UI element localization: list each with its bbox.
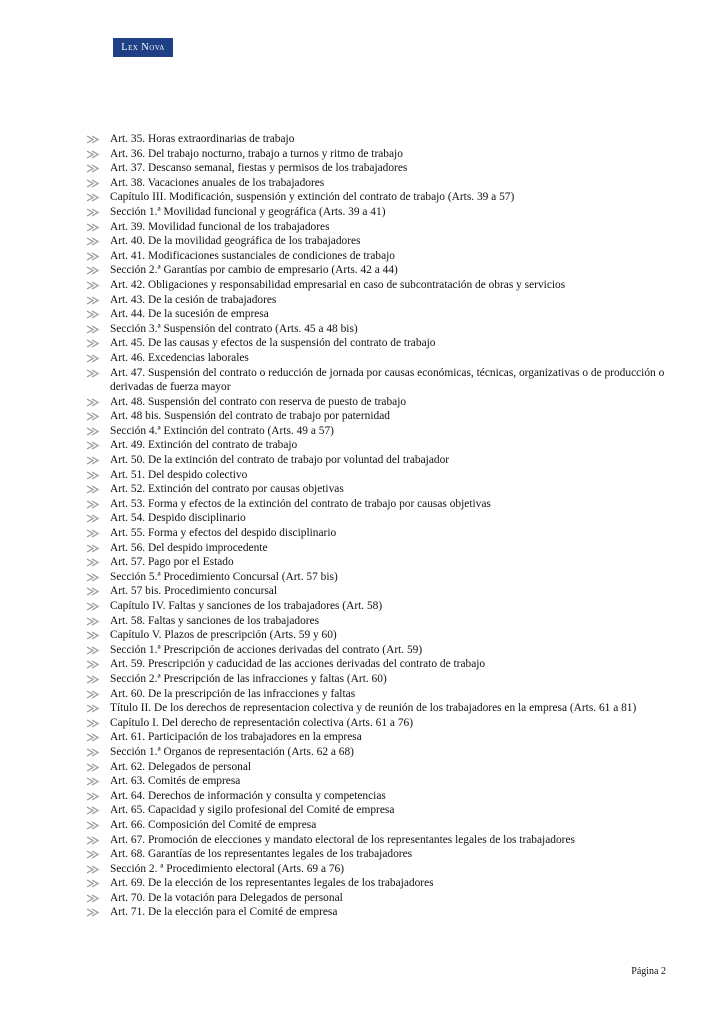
lex-nova-logo: [113, 38, 173, 57]
arrow-bullet-icon: [86, 821, 100, 830]
toc-link[interactable]: Sección 2. ª Procedimiento electoral (Arts. 69 a 76): [110, 862, 345, 875]
toc-link[interactable]: Capítulo IV. Faltas y sanciones de los trabajadores (Art. 58): [110, 600, 383, 612]
arrow-bullet-icon: [86, 441, 100, 450]
arrow-bullet-icon: [86, 339, 100, 348]
toc-link[interactable]: Sección 2.ª Prescripción de las infracciones y faltas (Art. 60): [110, 672, 387, 685]
toc-item[interactable]: [86, 468, 691, 483]
toc-item[interactable]: [86, 307, 691, 322]
toc-link[interactable]: Art. 45. De las causas y efectos de la suspensión del contrato de trabajo: [110, 337, 436, 350]
toc-item[interactable]: [86, 701, 691, 716]
toc-item[interactable]: [86, 249, 691, 264]
toc-link[interactable]: Art. 46. Excedencias laborales: [110, 351, 249, 364]
logo-text: Lex Nova: [121, 42, 165, 53]
toc-link[interactable]: Art. 36. Del trabajo nocturno, trabajo a turnos y ritmo de trabajo: [110, 147, 403, 160]
toc-link[interactable]: Art. 53. Forma y efectos de la extinción del contrato de trabajo por causas objetivas: [110, 497, 491, 510]
toc-item[interactable]: [86, 336, 691, 351]
toc-item[interactable]: [86, 205, 691, 220]
arrow-bullet-icon: [86, 806, 100, 815]
toc-item[interactable]: [86, 614, 691, 629]
arrow-bullet-icon: [86, 733, 100, 742]
arrow-bullet-icon: [86, 398, 100, 407]
toc-link[interactable]: Art. 62. Delegados de personal: [110, 760, 252, 773]
arrow-bullet-icon: [86, 617, 100, 626]
toc-item[interactable]: [86, 438, 691, 453]
arrow-bullet-icon: [86, 763, 100, 772]
arrow-bullet-icon: [86, 514, 100, 523]
arrow-bullet-icon: [86, 310, 100, 319]
toc-link[interactable]: Art. 57 bis. Procedimiento concursal: [110, 585, 278, 598]
arrow-bullet-icon: [86, 660, 100, 669]
arrow-bullet-icon: [86, 748, 100, 757]
toc-item[interactable]: [86, 293, 691, 308]
toc-item[interactable]: [86, 760, 691, 775]
toc-link[interactable]: Art. 63. Comités de empresa: [110, 775, 241, 788]
toc-item[interactable]: [86, 351, 691, 366]
arrow-bullet-icon: [86, 894, 100, 903]
arrow-bullet-icon: [86, 135, 100, 144]
arrow-bullet-icon: [86, 412, 100, 421]
toc-item[interactable]: [86, 584, 691, 599]
table-of-contents: [86, 132, 691, 920]
toc-item[interactable]: [86, 789, 691, 804]
arrow-bullet-icon: [86, 485, 100, 494]
toc-item[interactable]: [86, 322, 691, 337]
toc-link[interactable]: Art. 40. De la movilidad geográfica de los trabajadores: [110, 235, 361, 248]
arrow-bullet-icon: [86, 850, 100, 859]
arrow-bullet-icon: [86, 471, 100, 480]
toc-item[interactable]: [86, 745, 691, 760]
toc-link[interactable]: Capítulo III. Modificación, suspensión y extinción del contrato de trabajo (Arts. 39 a 57): [110, 191, 515, 204]
toc-link[interactable]: Sección 4.ª Extinción del contrato (Arts. 49 a 57): [110, 424, 334, 437]
toc-item[interactable]: [86, 803, 691, 818]
toc-item[interactable]: [86, 220, 691, 235]
toc-link[interactable]: Art. 71. De la elección para el Comité de empresa: [110, 906, 338, 919]
toc-item[interactable]: [86, 716, 691, 731]
toc-link[interactable]: Art. 57. Pago por el Estado: [110, 556, 234, 569]
arrow-bullet-icon: [86, 281, 100, 290]
toc-link[interactable]: Art. 65. Capacidad y sigilo profesional del Comité de empresa: [110, 804, 395, 817]
toc-item[interactable]: [86, 190, 691, 205]
toc-link[interactable]: Sección 1.ª Organos de representación (Arts. 62 a 68): [110, 745, 354, 758]
toc-link[interactable]: Art. 56. Del despido improcedente: [110, 541, 268, 554]
arrow-bullet-icon: [86, 719, 100, 728]
toc-link[interactable]: Art. 66. Composición del Comité de empresa: [110, 818, 317, 831]
toc-link[interactable]: Art. 38. Vacaciones anuales de los trabajadores: [110, 176, 325, 189]
toc-link[interactable]: Sección 1.ª Movilidad funcional y geográfica (Arts. 39 a 41): [110, 205, 386, 218]
toc-item[interactable]: [86, 482, 691, 497]
toc-link[interactable]: Art. 35. Horas extraordinarias de trabajo: [110, 133, 295, 145]
arrow-bullet-icon: [86, 369, 100, 378]
arrow-bullet-icon: [86, 690, 100, 699]
arrow-bullet-icon: [86, 675, 100, 684]
toc-item[interactable]: [86, 687, 691, 702]
arrow-bullet-icon: [86, 573, 100, 582]
toc-item[interactable]: [86, 132, 691, 147]
arrow-bullet-icon: [86, 587, 100, 596]
toc-item[interactable]: [86, 876, 691, 891]
arrow-bullet-icon: [86, 529, 100, 538]
toc-item[interactable]: [86, 599, 691, 614]
toc-link[interactable]: Art. 69. De la elección de los representantes legales de los trabajadores: [110, 877, 434, 890]
toc-item[interactable]: [86, 526, 691, 541]
arrow-bullet-icon: [86, 792, 100, 801]
toc-item[interactable]: [86, 366, 691, 395]
toc-link[interactable]: Art. 44. De la sucesión de empresa: [110, 308, 269, 321]
arrow-bullet-icon: [86, 646, 100, 655]
toc-item[interactable]: [86, 905, 691, 920]
toc-link[interactable]: Sección 5.ª Procedimiento Concursal (Art. 57 bis): [110, 570, 338, 583]
arrow-bullet-icon: [86, 325, 100, 334]
arrow-bullet-icon: [86, 266, 100, 275]
toc-item[interactable]: [86, 147, 691, 162]
arrow-bullet-icon: [86, 193, 100, 202]
arrow-bullet-icon: [86, 150, 100, 159]
arrow-bullet-icon: [86, 602, 100, 611]
arrow-bullet-icon: [86, 558, 100, 567]
toc-item[interactable]: [86, 891, 691, 906]
arrow-bullet-icon: [86, 354, 100, 363]
arrow-bullet-icon: [86, 777, 100, 786]
toc-item[interactable]: [86, 628, 691, 643]
arrow-bullet-icon: [86, 544, 100, 553]
arrow-bullet-icon: [86, 164, 100, 173]
arrow-bullet-icon: [86, 252, 100, 261]
toc-link[interactable]: Art. 39. Movilidad funcional de los trabajadores: [110, 220, 330, 233]
toc-link[interactable]: Art. 51. Del despido colectivo: [110, 468, 248, 481]
toc-item[interactable]: [86, 176, 691, 191]
toc-item[interactable]: [86, 862, 691, 877]
toc-link[interactable]: Art. 37. Descanso semanal, fiestas y permisos de los trabajadores: [110, 162, 408, 175]
toc-item[interactable]: [86, 818, 691, 833]
toc-link[interactable]: Sección 1.ª Prescripción de acciones derivadas del contrato (Art. 59): [110, 643, 423, 656]
arrow-bullet-icon: [86, 427, 100, 436]
toc-item[interactable]: [86, 657, 691, 672]
toc-item[interactable]: [86, 511, 691, 526]
toc-item[interactable]: [86, 497, 691, 512]
toc-link[interactable]: Sección 2.ª Garantías por cambio de empresario (Arts. 42 a 44): [110, 264, 398, 277]
toc-link[interactable]: Art. 70. De la votación para Delegados de personal: [110, 891, 343, 904]
toc-item[interactable]: [86, 541, 691, 556]
arrow-bullet-icon: [86, 223, 100, 232]
arrow-bullet-icon: [86, 500, 100, 509]
toc-link[interactable]: Art. 48. Suspensión del contrato con reserva de puesto de trabajo: [110, 395, 407, 408]
toc-item[interactable]: [86, 424, 691, 439]
toc-item[interactable]: [86, 278, 691, 293]
toc-link[interactable]: Art. 48 bis. Suspensión del contrato de trabajo por paternidad: [110, 410, 390, 423]
arrow-bullet-icon: [86, 836, 100, 845]
toc-item[interactable]: [86, 409, 691, 424]
toc-link[interactable]: Art. 54. Despido disciplinario: [110, 512, 246, 525]
toc-link[interactable]: Sección 3.ª Suspensión del contrato (Arts. 45 a 48 bis): [110, 322, 358, 335]
toc-link[interactable]: Art. 41. Modificaciones sustanciales de condiciones de trabajo: [110, 249, 395, 262]
toc-item[interactable]: [86, 263, 691, 278]
toc-link[interactable]: Art. 60. De la prescripción de las infracciones y faltas: [110, 687, 356, 700]
toc-link[interactable]: Art. 61. Participación de los trabajadores en la empresa: [110, 731, 362, 744]
toc-item[interactable]: [86, 672, 691, 687]
toc-link[interactable]: Art. 52. Extinción del contrato por causas objetivas: [110, 483, 344, 496]
toc-item[interactable]: [86, 833, 691, 848]
toc-link[interactable]: Art. 68. Garantías de los representantes legales de los trabajadores: [110, 848, 413, 861]
arrow-bullet-icon: [86, 296, 100, 305]
arrow-bullet-icon: [86, 237, 100, 246]
arrow-bullet-icon: [86, 704, 100, 713]
arrow-bullet-icon: [86, 179, 100, 188]
toc-link[interactable]: Art. 55. Forma y efectos del despido disciplinario: [110, 527, 337, 540]
toc-item[interactable]: [86, 395, 691, 410]
arrow-bullet-icon: [86, 631, 100, 640]
toc-link[interactable]: Capítulo V. Plazos de prescripción (Arts. 59 y 60): [110, 629, 337, 642]
arrow-bullet-icon: [86, 865, 100, 874]
toc-link[interactable]: Art. 43. De la cesión de trabajadores: [110, 293, 277, 306]
toc-link[interactable]: Art. 47. Suspensión del contrato o reducción de jornada por causas económicas, técnicas, organizativas o de producción o derivadas de fuerza mayor: [110, 366, 665, 394]
toc-link[interactable]: Título II. De los derechos de representacion colectiva y de reunión de los trabajadores en la empresa (Arts. 61 a 81): [110, 702, 637, 715]
toc-link[interactable]: Art. 58. Faltas y sanciones de los trabajadores: [110, 614, 320, 627]
toc-item[interactable]: [86, 774, 691, 789]
toc-link[interactable]: Art. 59. Prescripción y caducidad de las acciones derivadas del contrato de trabajo: [110, 658, 486, 671]
arrow-bullet-icon: [86, 208, 100, 217]
toc-item[interactable]: [86, 555, 691, 570]
toc-item[interactable]: [86, 161, 691, 176]
arrow-bullet-icon: [86, 456, 100, 465]
toc-link[interactable]: Art. 49. Extinción del contrato de trabajo: [110, 439, 298, 452]
arrow-bullet-icon: [86, 879, 100, 888]
toc-item[interactable]: [86, 570, 691, 585]
toc-item[interactable]: [86, 847, 691, 862]
toc-link[interactable]: Art. 50. De la extinción del contrato de trabajo por voluntad del trabajador: [110, 454, 450, 467]
toc-item[interactable]: [86, 643, 691, 658]
toc-link[interactable]: Art. 42. Obligaciones y responsabilidad empresarial en caso de subcontratación de obras y servicios: [110, 278, 566, 291]
toc-link[interactable]: Art. 67. Promoción de elecciones y mandato electoral de los representantes legales de los trabajadores: [110, 833, 575, 846]
toc-link[interactable]: Art. 64. Derechos de información y consulta y competencias: [110, 789, 386, 802]
page-number: Página 2: [631, 966, 666, 977]
toc-item[interactable]: [86, 730, 691, 745]
toc-item[interactable]: [86, 234, 691, 249]
toc-link[interactable]: Capítulo I. Del derecho de representación colectiva (Arts. 61 a 76): [110, 716, 413, 729]
arrow-bullet-icon: [86, 908, 100, 917]
toc-item[interactable]: [86, 453, 691, 468]
